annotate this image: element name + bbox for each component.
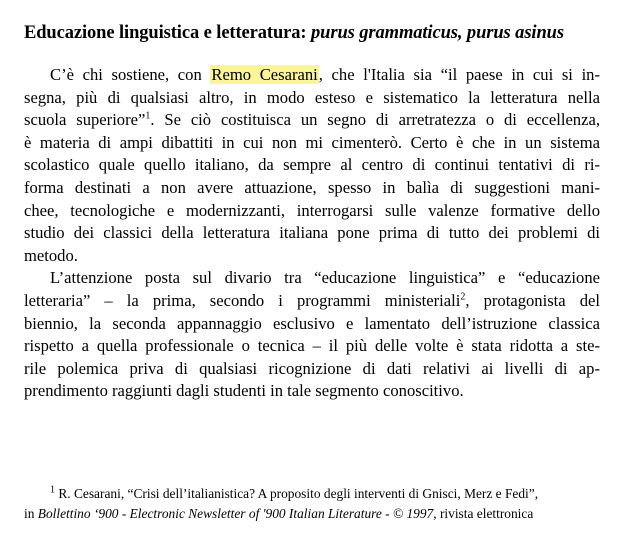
footnote-ref-1: 1 [145, 110, 151, 122]
text-line: rispetto a quella professionale o tecnica – il più delle volte è stata ridotta a ste- [24, 336, 600, 356]
text-line: segna, più di qualsiasi altro, in modo esteso e sistematico la letteratura nella [24, 87, 600, 107]
text-span: , rivista elettronica [433, 506, 534, 521]
footnotes [24, 484, 602, 524]
text-line: biennio, la seconda appannaggio esclusivo e lamentato dell’istruzione classica [24, 313, 600, 333]
text-line: metodo. [24, 245, 78, 265]
text-span: C’è chi sostiene, con [50, 65, 211, 84]
text-span: R. Cesarani, “Crisi dell’italianistica? A proposito degli interventi di Gnisci, Merz e Fedi”, [55, 486, 539, 501]
text-line: rile polemica priva di qualsiasi ricognizione di dati relativi ai livelli di ap- [24, 358, 600, 378]
text-span: scuola superiore” [24, 110, 146, 130]
heading-italic-text: purus grammaticus, purus asinus [311, 23, 564, 43]
text-span: , protagonista del [465, 290, 601, 310]
section-heading [24, 20, 614, 46]
footnote-1-line [24, 504, 602, 524]
text-span: , che l'Italia sia “il paese in cui si in- [318, 65, 600, 84]
footnote-ref-2: 2 [460, 291, 466, 303]
text-line: forma destinati a non avere attuazione, spesso in balìa di suggestioni mani- [24, 177, 600, 197]
text-span: in [24, 506, 38, 521]
footnote-1-line [24, 484, 602, 504]
heading-text: Educazione linguistica e letteratura: [24, 23, 312, 43]
text-line [24, 109, 600, 132]
text-line [24, 290, 600, 313]
text-span: . Se ciò costituisca un segno di arretratezza o di eccellenza, [150, 110, 600, 130]
highlighted-author-name: Remo Cesarani [211, 65, 318, 84]
paragraph-1 [24, 64, 600, 267]
text-line: è materia di ampi dibattiti in cui non mi cimenterò. Certo è che in un sistema [24, 132, 600, 152]
footnote-mark-1: 1 [50, 484, 55, 496]
text-line: prendimento raggiunti dagli studenti in tale segmento conoscitivo. [24, 381, 464, 401]
text-line: studio dei classici della letteratura italiana pone prima di tutto dei problemi di [24, 223, 600, 243]
footnote-source-title: Bollettino ‘900 - Electronic Newsletter of '900 Italian Literature - © 1997 [37, 506, 434, 521]
body-text [24, 64, 600, 403]
text-span: letteraria” – la prima, secondo i programmi ministeriali [24, 290, 461, 310]
text-line [24, 64, 600, 87]
text-line: scolastico quale quello italiano, da sempre al centro di continui tentativi di ri- [24, 155, 600, 175]
text-line: chee, tecnologiche e modernizzanti, interrogarsi sulle valenze formative dello [24, 200, 600, 220]
paragraph-2 [24, 267, 600, 403]
text-line: L’attenzione posta sul divario tra “educazione linguistica” e “educazione [50, 268, 600, 288]
